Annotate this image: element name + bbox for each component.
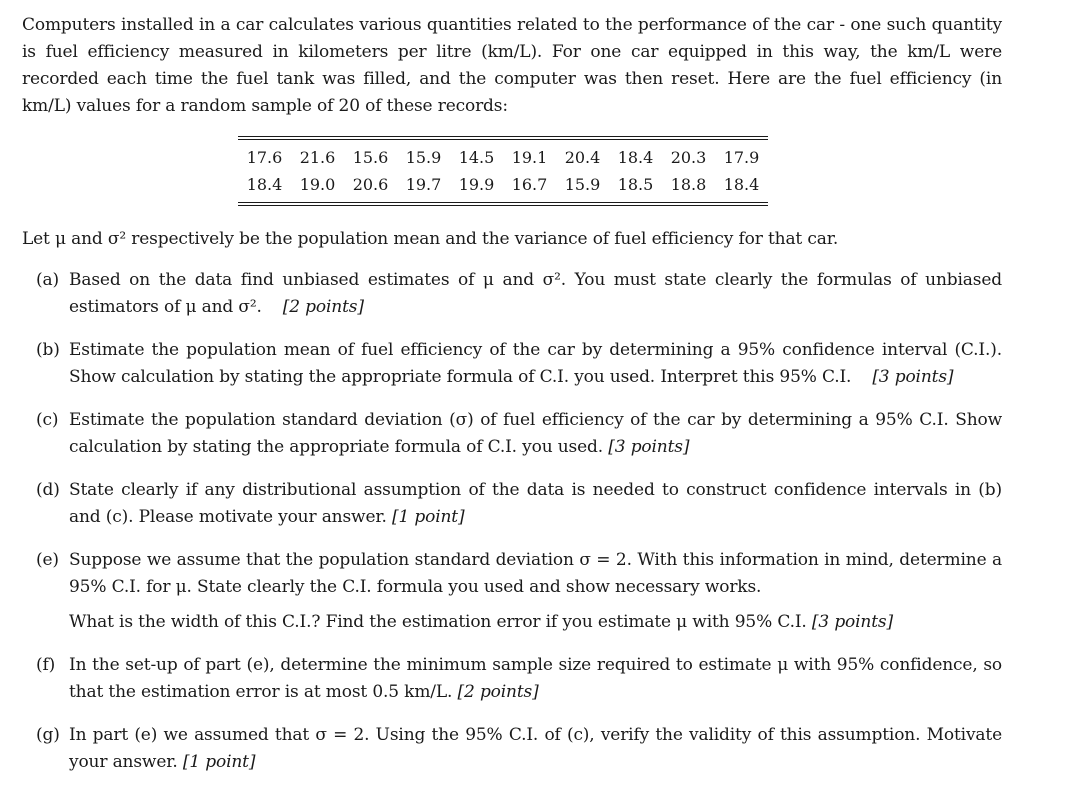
part-g [22,722,1002,776]
part-d [22,477,1002,531]
part-c [22,407,1002,461]
table-cell: 19.1 [511,148,548,167]
part-text: Estimate the population standard deviation (σ) of fuel efficiency of the car by determining a 95% C.I. Show calculation by stating the appropriate formula of C.I. you used. [69,410,1002,457]
table-cell: 19.0 [299,175,336,194]
fuel-efficiency-table [238,136,768,206]
part-label: (a) [36,270,59,290]
part-label: (b) [36,340,60,360]
part-text: Suppose we assume that the population standard deviation σ = 2. With this information in mind, determine a 95% C.I. for μ. State clearly the C.I. formula you used and show necessary works. [69,550,1002,597]
table-cell: 18.4 [723,175,760,194]
table-row [238,144,768,171]
points-badge: [3 points] [608,437,690,457]
part-text: In the set-up of part (e), determine the minimum sample size required to estimate μ with 95% confidence, so that the estimation error is at most 0.5 km/L. [69,655,1002,702]
points-badge: [1 point] [182,752,256,772]
part-label: (e) [36,550,59,570]
part-text: In part (e) we assumed that σ = 2. Using the 95% C.I. of (c), verify the validity of this assumption. Motivate your answer. [69,725,1002,772]
part-b [22,337,1002,391]
setup-paragraph: Let μ and σ² respectively be the population mean and the variance of fuel efficiency for that car. [22,229,839,249]
table-cell: 17.9 [723,148,760,167]
table-cell: 18.4 [246,175,283,194]
table-top-rule [238,136,768,140]
points-badge: [2 points] [282,297,364,317]
table-row [238,171,768,198]
question-parts-list [22,267,1002,776]
part-e-followup [69,609,1002,636]
part-label: (d) [36,480,60,500]
table-cell: 14.5 [458,148,495,167]
part-label: (g) [36,725,60,745]
table-cell: 21.6 [299,148,336,167]
table-bottom-rule [238,202,768,206]
points-badge: [2 points] [457,682,539,702]
points-badge: [3 points] [872,367,954,387]
part-text-2: What is the width of this C.I.? Find the estimation error if you estimate μ with 95% C.I. [69,612,807,632]
exam-question [22,12,1002,792]
table-cell: 19.9 [458,175,495,194]
points-badge: [1 point] [392,507,465,527]
part-a [22,267,1002,321]
table-cell: 18.5 [617,175,654,194]
part-label: (c) [36,410,59,430]
part-e [22,547,1002,636]
table-cell: 19.7 [405,175,442,194]
table-cell: 15.6 [352,148,389,167]
intro-paragraph: Computers installed in a car calculates various quantities related to the performance of the car - one such quantity is fuel efficiency measured in kilometers per litre (km/L). For one car equipped in this way, the km/L were recorded each time the fuel tank was filled, and the computer was then reset. Here are the fuel efficiency (in km/L) values for a random sample of 20 of these records: [22,15,1002,116]
table-cell: 15.9 [564,175,601,194]
part-f [22,652,1002,706]
points-badge: [3 points] [811,612,893,632]
table-cell: 16.7 [511,175,548,194]
table-cell: 20.4 [564,148,601,167]
part-label: (f) [36,655,56,675]
table-cell: 17.6 [246,148,283,167]
table-cell: 18.4 [617,148,654,167]
table-cell: 20.6 [352,175,389,194]
part-text: State clearly if any distributional assumption of the data is needed to construct confidence intervals in (b) and (c). Please motivate your answer. [69,480,1002,527]
part-text: Estimate the population mean of fuel efficiency of the car by determining a 95% confidence interval (C.I.). Show calculation by stating the appropriate formula of C.I. you used. Interpret this 95% C.I. [69,340,1002,387]
table-cell: 20.3 [670,148,707,167]
table-cell: 15.9 [405,148,442,167]
part-text: Based on the data find unbiased estimates of μ and σ². You must state clearly the formulas of unbiased estimators of μ and σ². [69,270,1002,317]
table-cell: 18.8 [670,175,707,194]
